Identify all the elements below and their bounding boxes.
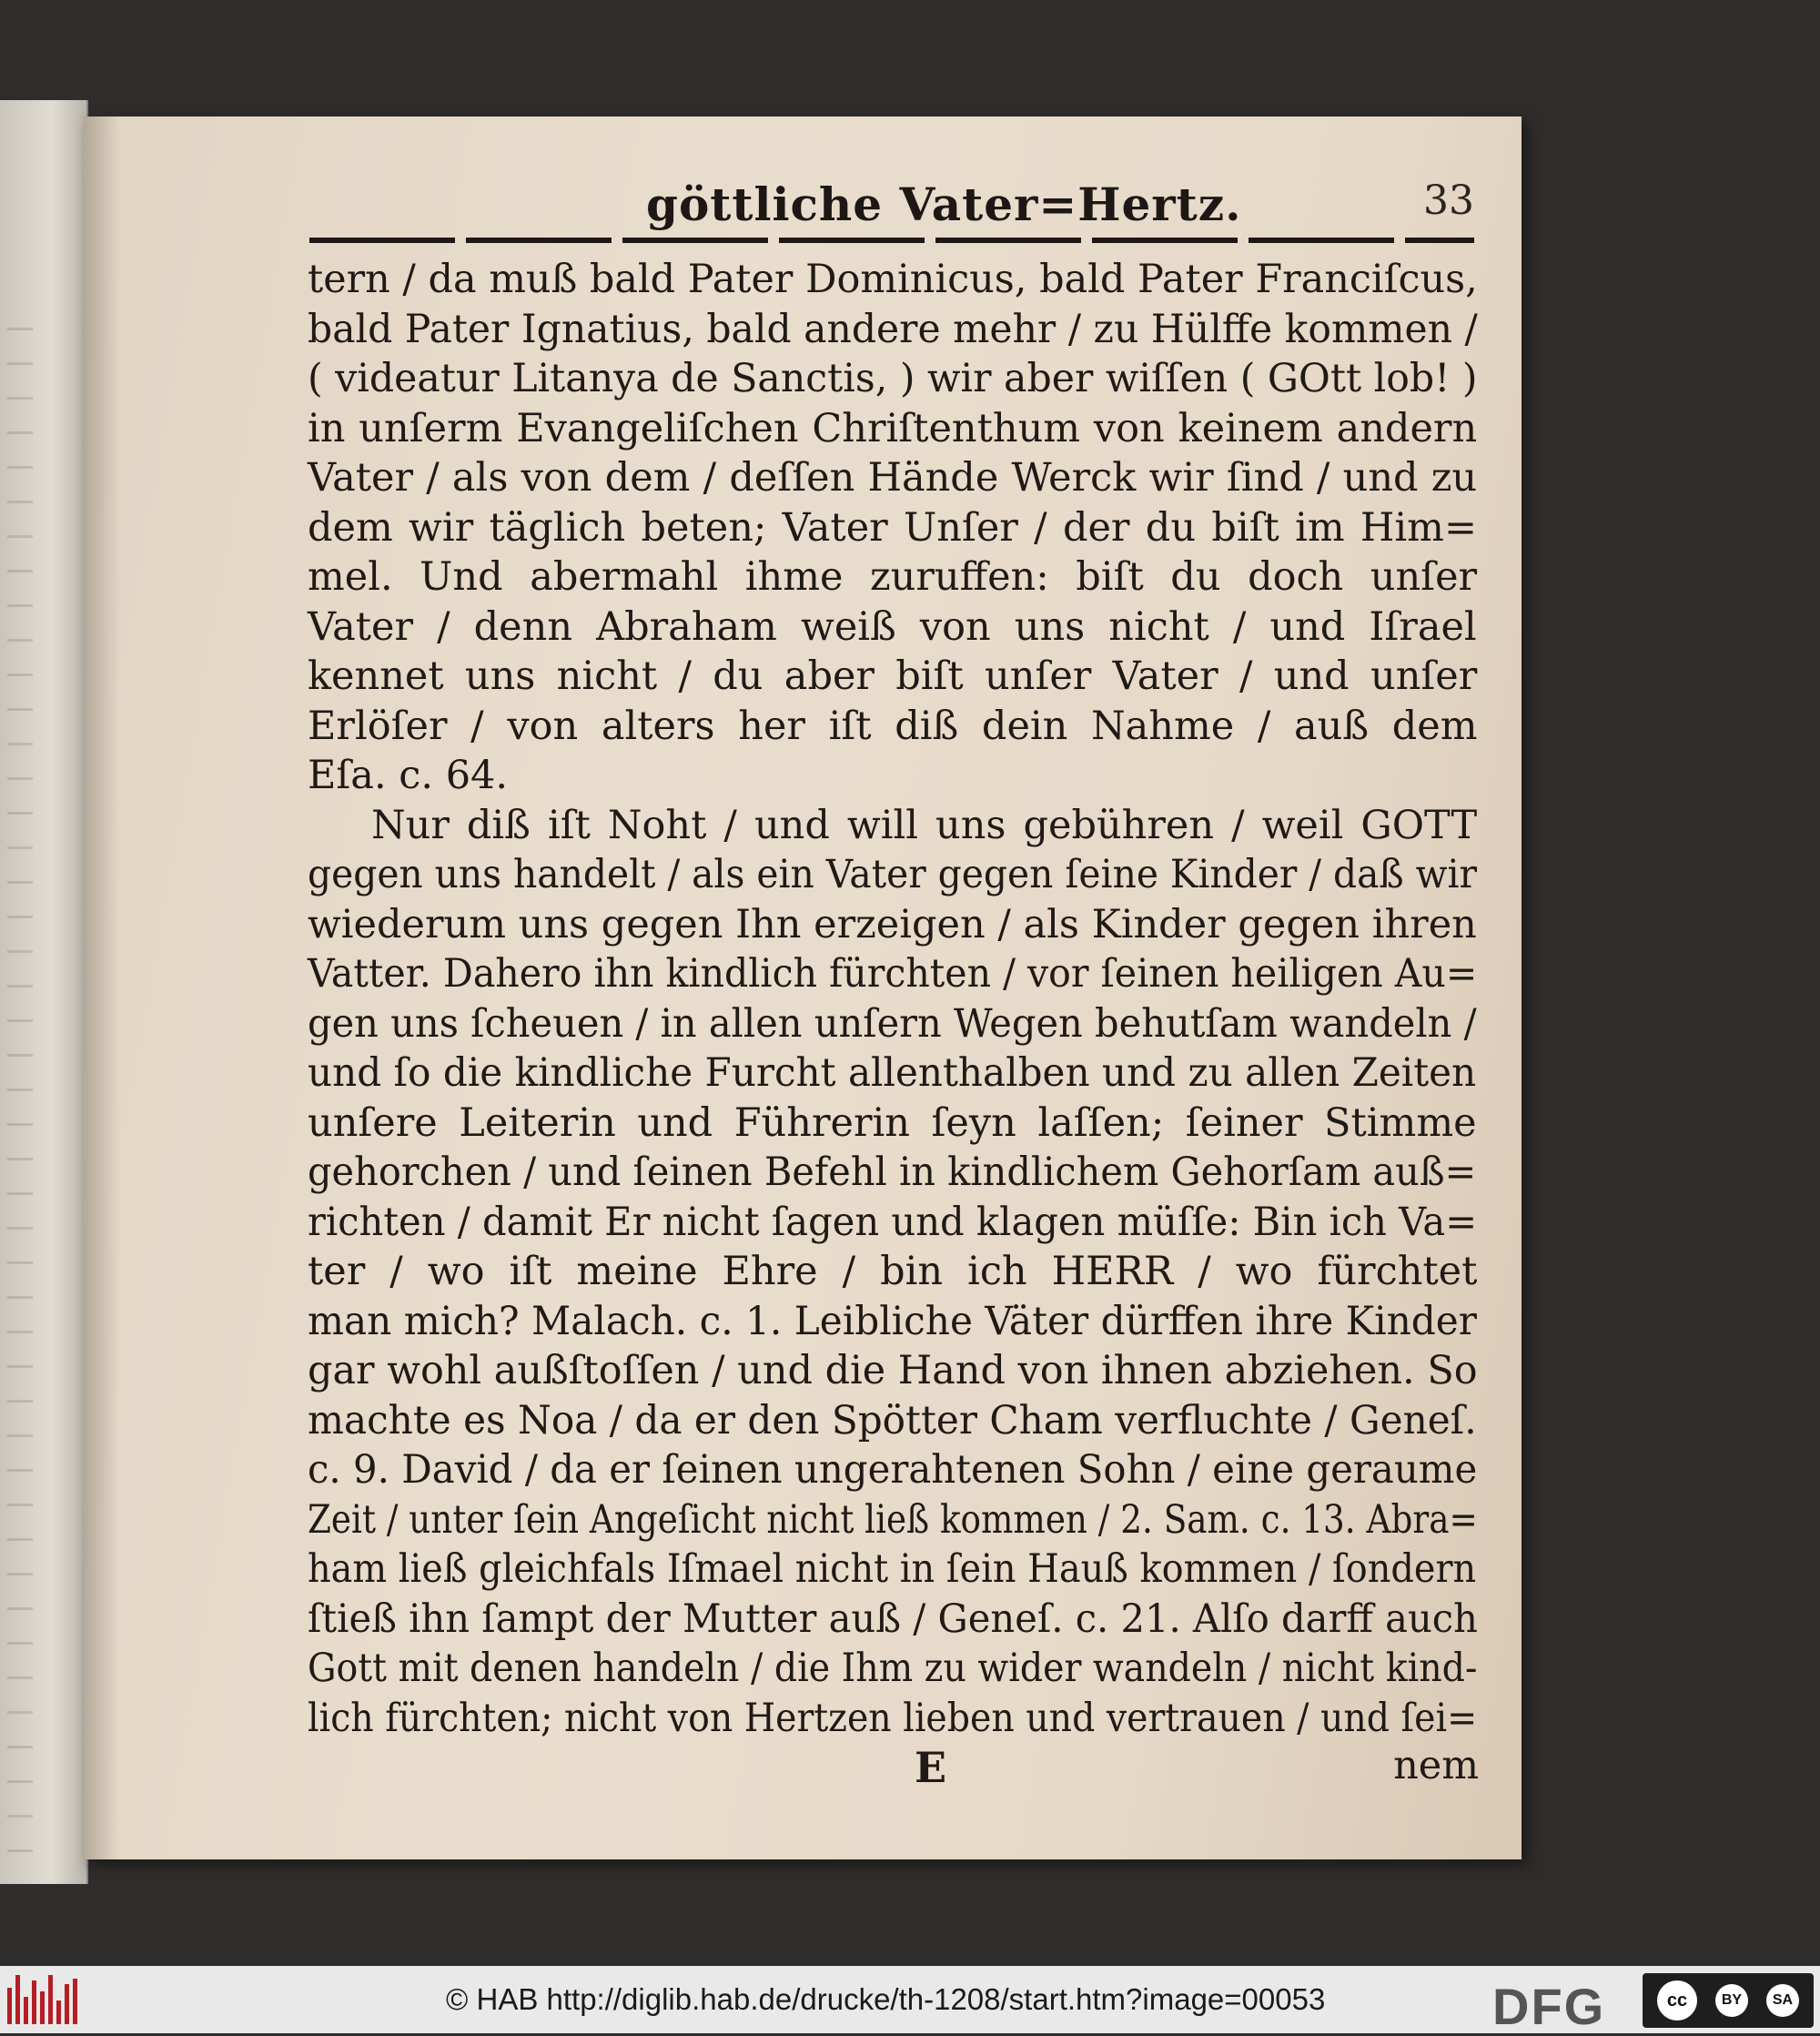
header-rule — [309, 238, 1474, 243]
text-line: Zeit / unter ſein Angeſicht nicht ließ kommen / 2. Sam. c. 13. Abra= — [308, 1496, 1478, 1543]
by-icon: BY — [1715, 1984, 1748, 2017]
text-line: gehorchen / und ſeinen Befehl in kindlichem Gehorſam auß= — [308, 1150, 1477, 1195]
catchword: nem — [1393, 1743, 1479, 1788]
text-line: wiederum uns gegen Ihn erzeigen / als Kinder gegen ihren — [308, 901, 1477, 947]
text-line: Vater / als von dem / deſſen Hände Werck wir ſind / und zu — [308, 455, 1478, 501]
text-line: lich fürchten; nicht von Hertzen lieben und vertrauen / und ſei= — [308, 1695, 1478, 1741]
text-line: bald Pater Ignatius, bald andere mehr / zu Hülffe kommen / — [308, 306, 1478, 352]
text-line: unſere Leiterin und Führerin ſeyn laſſen; ſeiner Stimme — [308, 1099, 1477, 1146]
page-number: 33 — [1423, 177, 1474, 224]
text-line: ſtieß ihn ſampt der Mutter auß / Geneſ. c. 21. Alſo darff auch — [308, 1595, 1478, 1642]
text-line: Eſa. c. 64. — [308, 753, 509, 798]
cc-license-badge[interactable] — [1643, 1973, 1814, 2028]
text-line: ter / wo iſt meine Ehre / bin ich HERR / wo fürchtet — [308, 1249, 1478, 1294]
left-page-show-through — [7, 328, 33, 1875]
signature-mark: E — [915, 1743, 947, 1792]
text-line: kennet uns nicht / du aber biſt unſer Vater / und unſer — [308, 653, 1478, 699]
text-line: Vater / denn Abraham weiß von uns nicht / und Iſrael — [308, 603, 1477, 650]
running-title: göttliche Vater=Hertz. — [646, 177, 1242, 231]
text-line: mel. Und abermahl ihme zuruffen: biſt du doch unſer — [308, 554, 1478, 600]
dfg-logo-icon[interactable]: DFG — [1492, 1978, 1606, 2035]
text-line: machte es Noa / da er den Spötter Cham verfluchte / Geneſ. — [308, 1397, 1477, 1443]
text-line: tern / da muß bald Pater Dominicus, bald Pater Franciſcus, — [308, 257, 1478, 302]
text-line: gegen uns handelt / als ein Vater gegen ſeine Kinder / daß wir — [308, 852, 1478, 897]
text-line: gar wohl außſtoſſen / und die Hand von ihnen abziehen. So — [308, 1348, 1478, 1393]
cc-icon: cc — [1657, 1980, 1697, 2021]
text-line: in unſerm Evangeliſchen Chriſtenthum von keinem andern — [308, 405, 1478, 451]
text-line: Gott mit denen handeln / die Ihm zu wider wandeln / nicht kind- — [308, 1646, 1478, 1691]
text-line: Vatter. Dahero ihn kindlich fürchten / vor ſeinen heiligen Au= — [308, 951, 1478, 997]
text-line: und ſo die kindliche Furcht allenthalben und zu allen Zeiten — [308, 1050, 1477, 1096]
text-line: richten / damit Er nicht ſagen und klagen müſſe: Bin ich Va= — [308, 1199, 1478, 1245]
text-line: ham ließ gleichfals Iſmael nicht in ſein Hauß kommen / ſondern — [308, 1546, 1477, 1592]
gutter-shadow — [84, 116, 120, 1859]
text-line: gen uns ſcheuen / in allen unſern Wegen behutſam wandeln / — [308, 1000, 1477, 1047]
page-footer-marks — [309, 1743, 1479, 1798]
text-line: man mich? Malach. c. 1. Leibliche Väter dürffen ihre Kinder — [308, 1298, 1477, 1344]
left-page-edge — [0, 100, 88, 1884]
text-line: c. 9. David / da er ſeinen ungerahtenen Sohn / eine geraume — [308, 1447, 1478, 1493]
viewer-footer — [0, 1966, 1820, 2033]
hab-logo-icon[interactable] — [7, 1975, 80, 2024]
sa-icon: SA — [1766, 1984, 1799, 2017]
body-text — [308, 255, 1477, 1743]
page-header — [309, 168, 1474, 250]
text-line: Erlöſer / von alters her iſt diß dein Nahme / auß dem — [308, 703, 1478, 749]
text-line: ( videatur Litanya de Sanctis, ) wir aber wiſſen ( GOtt lob! ) — [308, 356, 1478, 401]
copyright-link[interactable]: © HAB http://diglib.hab.de/drucke/th-1208/start.htm?image=00053 — [446, 1982, 1326, 2016]
text-line: dem wir täglich beten; Vater Unſer / der du biſt im Him= — [308, 504, 1477, 551]
text-line: Nur diß iſt Noht / und will uns gebühren / weil GOTT — [371, 802, 1478, 848]
